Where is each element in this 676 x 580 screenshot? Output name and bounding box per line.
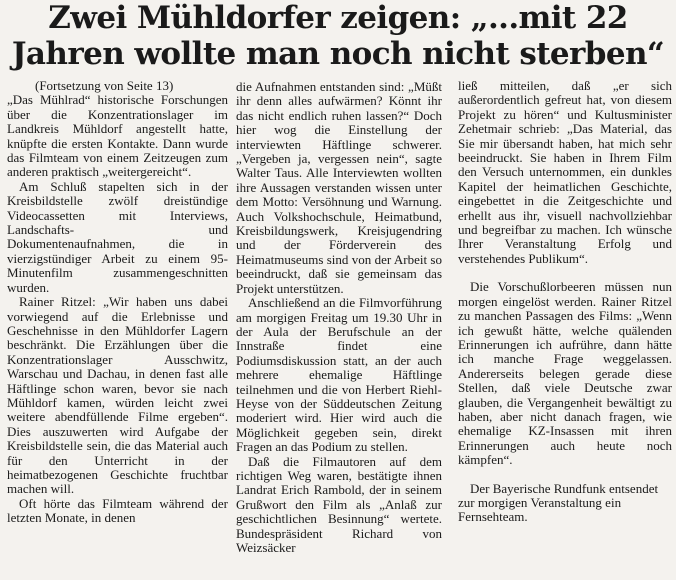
paragraph: Anschließend an die Filmvorführung am morgigen Freitag um 19.30 Uhr in der Aula der Berufschule an der Innstraße findet eine Podiumsdiskussion statt, an der auch mehrere ehemalige Häftlinge teilnehmen und die von Herbert Riehl-Heyse von der Süddeutschen Zeitung moderiert wird. Hier wird auch die Möglichkeit gegeben sein, direkt Fragen an das Podium zu stellen. [236, 295, 442, 455]
article-column-2 [236, 80, 442, 555]
paragraph: Die Vorschußlorbeeren müssen nun morgen eingelöst werden. Rainer Ritzel zu manchen Passagen des Films: „Wenn ich gewußt hätte, welche quälenden Erinnerungen ich aufrühre, dann hätte ich manche Frage weggelassen. Andererseits belegen gerade diese Stellen, daß viele Deutsche zwar glauben, die Vergangenheit bewältigt zu haben, aber nicht danach fragen, wie ehemalige KZ-Insassen mit ihren Erinnerungen auch heute noch kämpfen“. [458, 279, 672, 468]
paragraph: „Das Mühlrad“ historische Forschungen über die Konzentrationslager im Landkreis Mühldorf angestellt hatte, knüpfte die ersten Kontakte. Dann wurde das Filmteam von einem Zeitzeugen zum anderen praktisch „weitergereicht“. [7, 92, 228, 180]
paragraph: Der Bayerische Rundfunk entsendet zur morgigen Veranstaltung ein Fernsehteam. [458, 480, 659, 525]
paragraph: Oft hörte das Filmteam während der letzten Monate, in denen [7, 495, 228, 526]
paragraph: die Aufnahmen entstanden sind: „Müßt ihr denn alles aufwärmen? Könnt ihr das nicht endlich ruhen lassen?“ Doch hier wog die Einstellung der interviewten Häftlinge schwerer. „Vergeben ja, vergessen nein“, sagte Walter Taus. Alle Interviewten wollten ihre Aussagen verstanden wissen unter dem Motto: Versöhnung und Warnung. Auch Volkshochschule, Heimatbund, Kreisbildungswerk, Kreisjugendring und der Förderverein des Heimatmuseums sind von der Arbeit so beeindruckt, daß sie gemeinsam das Projekt unterstützen. [236, 79, 442, 296]
paragraph: ließ mitteilen, daß „er sich außerordentlich gefreut hat, von diesem Projekt zu hören“ und Kultusminister Zehetmair schrieb: „Das Material, das Sie mir übersandt haben, hat mich sehr beeindruckt. Sie haben in Ihrem Film den Versuch unternommen, ein dunkles Kapitel der heimatlichen Geschichte, eingebettet in die Zeitgeschichte und erhellt aus ihr, visuell nachvollziehbar und begreifbar zu machen. Ich wünsche Ihrer Veranstaltung Erfolg und verstehendes Publikum“. [458, 78, 672, 266]
continuation-note: (Fortsetzung von Seite 13) [35, 78, 174, 93]
paragraph: Am Schluß stapelten sich in der Kreisbildstelle zwölf dreistündige Videocassetten mit Interviews, Landschafts- und Dokumentenaufnahmen, die in vierzigstündiger Arbeit zu einem 95-Minutenfilm zusammengeschnitten wurden. [7, 178, 228, 295]
headline-line-1: Zwei Mühldorfer zeigen: „...mit 22 [48, 0, 628, 36]
article-headline [0, 0, 676, 72]
article-column-1 [7, 79, 228, 526]
article-column-3 [458, 79, 672, 525]
headline-line-2: Jahren wollte man noch nicht sterben“ [11, 36, 665, 72]
paragraph: Daß die Filmautoren auf dem richtigen Weg waren, bestätigte ihnen Landrat Erich Rambold, der in seinem Grußwort den Film als „Anlaß zur geschichtlichen Besinnung“ wertete. Bundespräsident Richard von Weizsäcker [236, 453, 442, 555]
paragraph: Rainer Ritzel: „Wir haben uns dabei vorwiegend auf die Erlebnisse und Geschehnisse in den Mühldorfer Lagern beschränkt. Die Erzählungen über die Konzentrationslager Ausschwitz, Warschau und Dachau, in denen fast alle Häftlinge schon waren, bevor sie nach Mühldorf kamen, würden leicht zwei weitere abendfüllende Filme ergeben“. Dies auszuwerten wird Aufgabe der Kreisbildstelle sein, die das Material auch für den Unterricht in der heimatbezogenen Geschichte fruchtbar machen will. [7, 294, 228, 497]
